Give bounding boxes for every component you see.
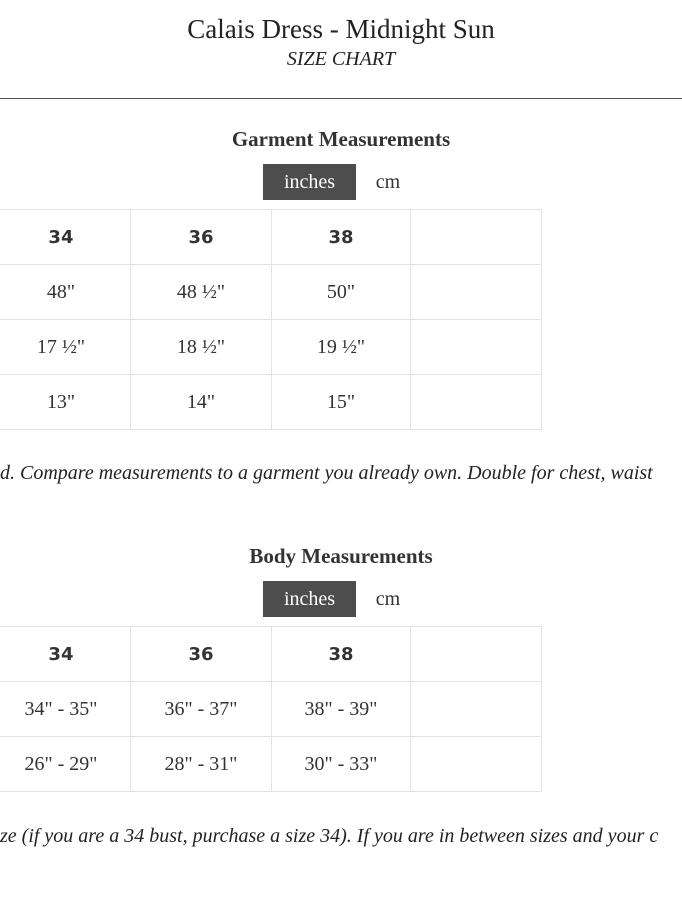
table-cell: 13" xyxy=(0,375,131,430)
header-cell xyxy=(411,210,542,265)
table-cell: 48" xyxy=(0,265,131,320)
garment-measurements-table xyxy=(0,209,542,430)
body-note: ze (if you are a 34 bust, purchase a size 34). If you are in between sizes and your c xyxy=(0,825,659,847)
table-cell: 48 ½" xyxy=(131,265,271,320)
header-cell: 36 xyxy=(131,210,271,265)
table-cell xyxy=(411,682,542,737)
body-inches-button[interactable]: inches xyxy=(263,581,356,617)
table-cell: 17 ½" xyxy=(0,320,131,375)
table-cell: 18 ½" xyxy=(131,320,271,375)
header-cell: 34 xyxy=(0,627,131,682)
table-row xyxy=(0,682,542,737)
table-cell: 15" xyxy=(271,375,411,430)
body-cm-button[interactable]: cm xyxy=(375,588,401,610)
table-cell: 50" xyxy=(271,265,411,320)
page-title: Calais Dress - Midnight Sun xyxy=(187,14,495,44)
table-cell: 14" xyxy=(131,375,271,430)
header-divider xyxy=(0,98,682,99)
table-cell xyxy=(411,265,542,320)
garment-section-title: Garment Measurements xyxy=(231,127,451,151)
table-row xyxy=(0,320,542,375)
header-cell: 36 xyxy=(131,627,271,682)
table-cell xyxy=(411,320,542,375)
table-row xyxy=(0,265,542,320)
garment-cm-button[interactable]: cm xyxy=(375,171,401,193)
garment-inches-button[interactable]: inches xyxy=(263,164,356,200)
garment-note: d. Compare measurements to a garment you already own. Double for chest, waist xyxy=(0,462,653,484)
table-cell: 34" - 35" xyxy=(0,682,131,737)
table-header-row xyxy=(0,210,542,265)
body-unit-toggle xyxy=(263,581,420,617)
table-cell: 38" - 39" xyxy=(271,682,411,737)
garment-unit-toggle xyxy=(263,164,420,200)
table-header-row xyxy=(0,627,542,682)
page-subtitle: SIZE CHART xyxy=(286,48,396,70)
table-cell: 30" - 33" xyxy=(271,737,411,792)
table-cell: 19 ½" xyxy=(271,320,411,375)
header-cell: 38 xyxy=(271,210,411,265)
body-section-title: Body Measurements xyxy=(249,544,433,568)
table-cell xyxy=(411,737,542,792)
header-cell: 38 xyxy=(271,627,411,682)
table-cell: 26" - 29" xyxy=(0,737,131,792)
table-row xyxy=(0,737,542,792)
table-cell: 28" - 31" xyxy=(131,737,271,792)
table-row xyxy=(0,375,542,430)
table-cell: 36" - 37" xyxy=(131,682,271,737)
header-cell: 34 xyxy=(0,210,131,265)
body-measurements-table xyxy=(0,626,542,792)
header-cell xyxy=(411,627,542,682)
table-cell xyxy=(411,375,542,430)
